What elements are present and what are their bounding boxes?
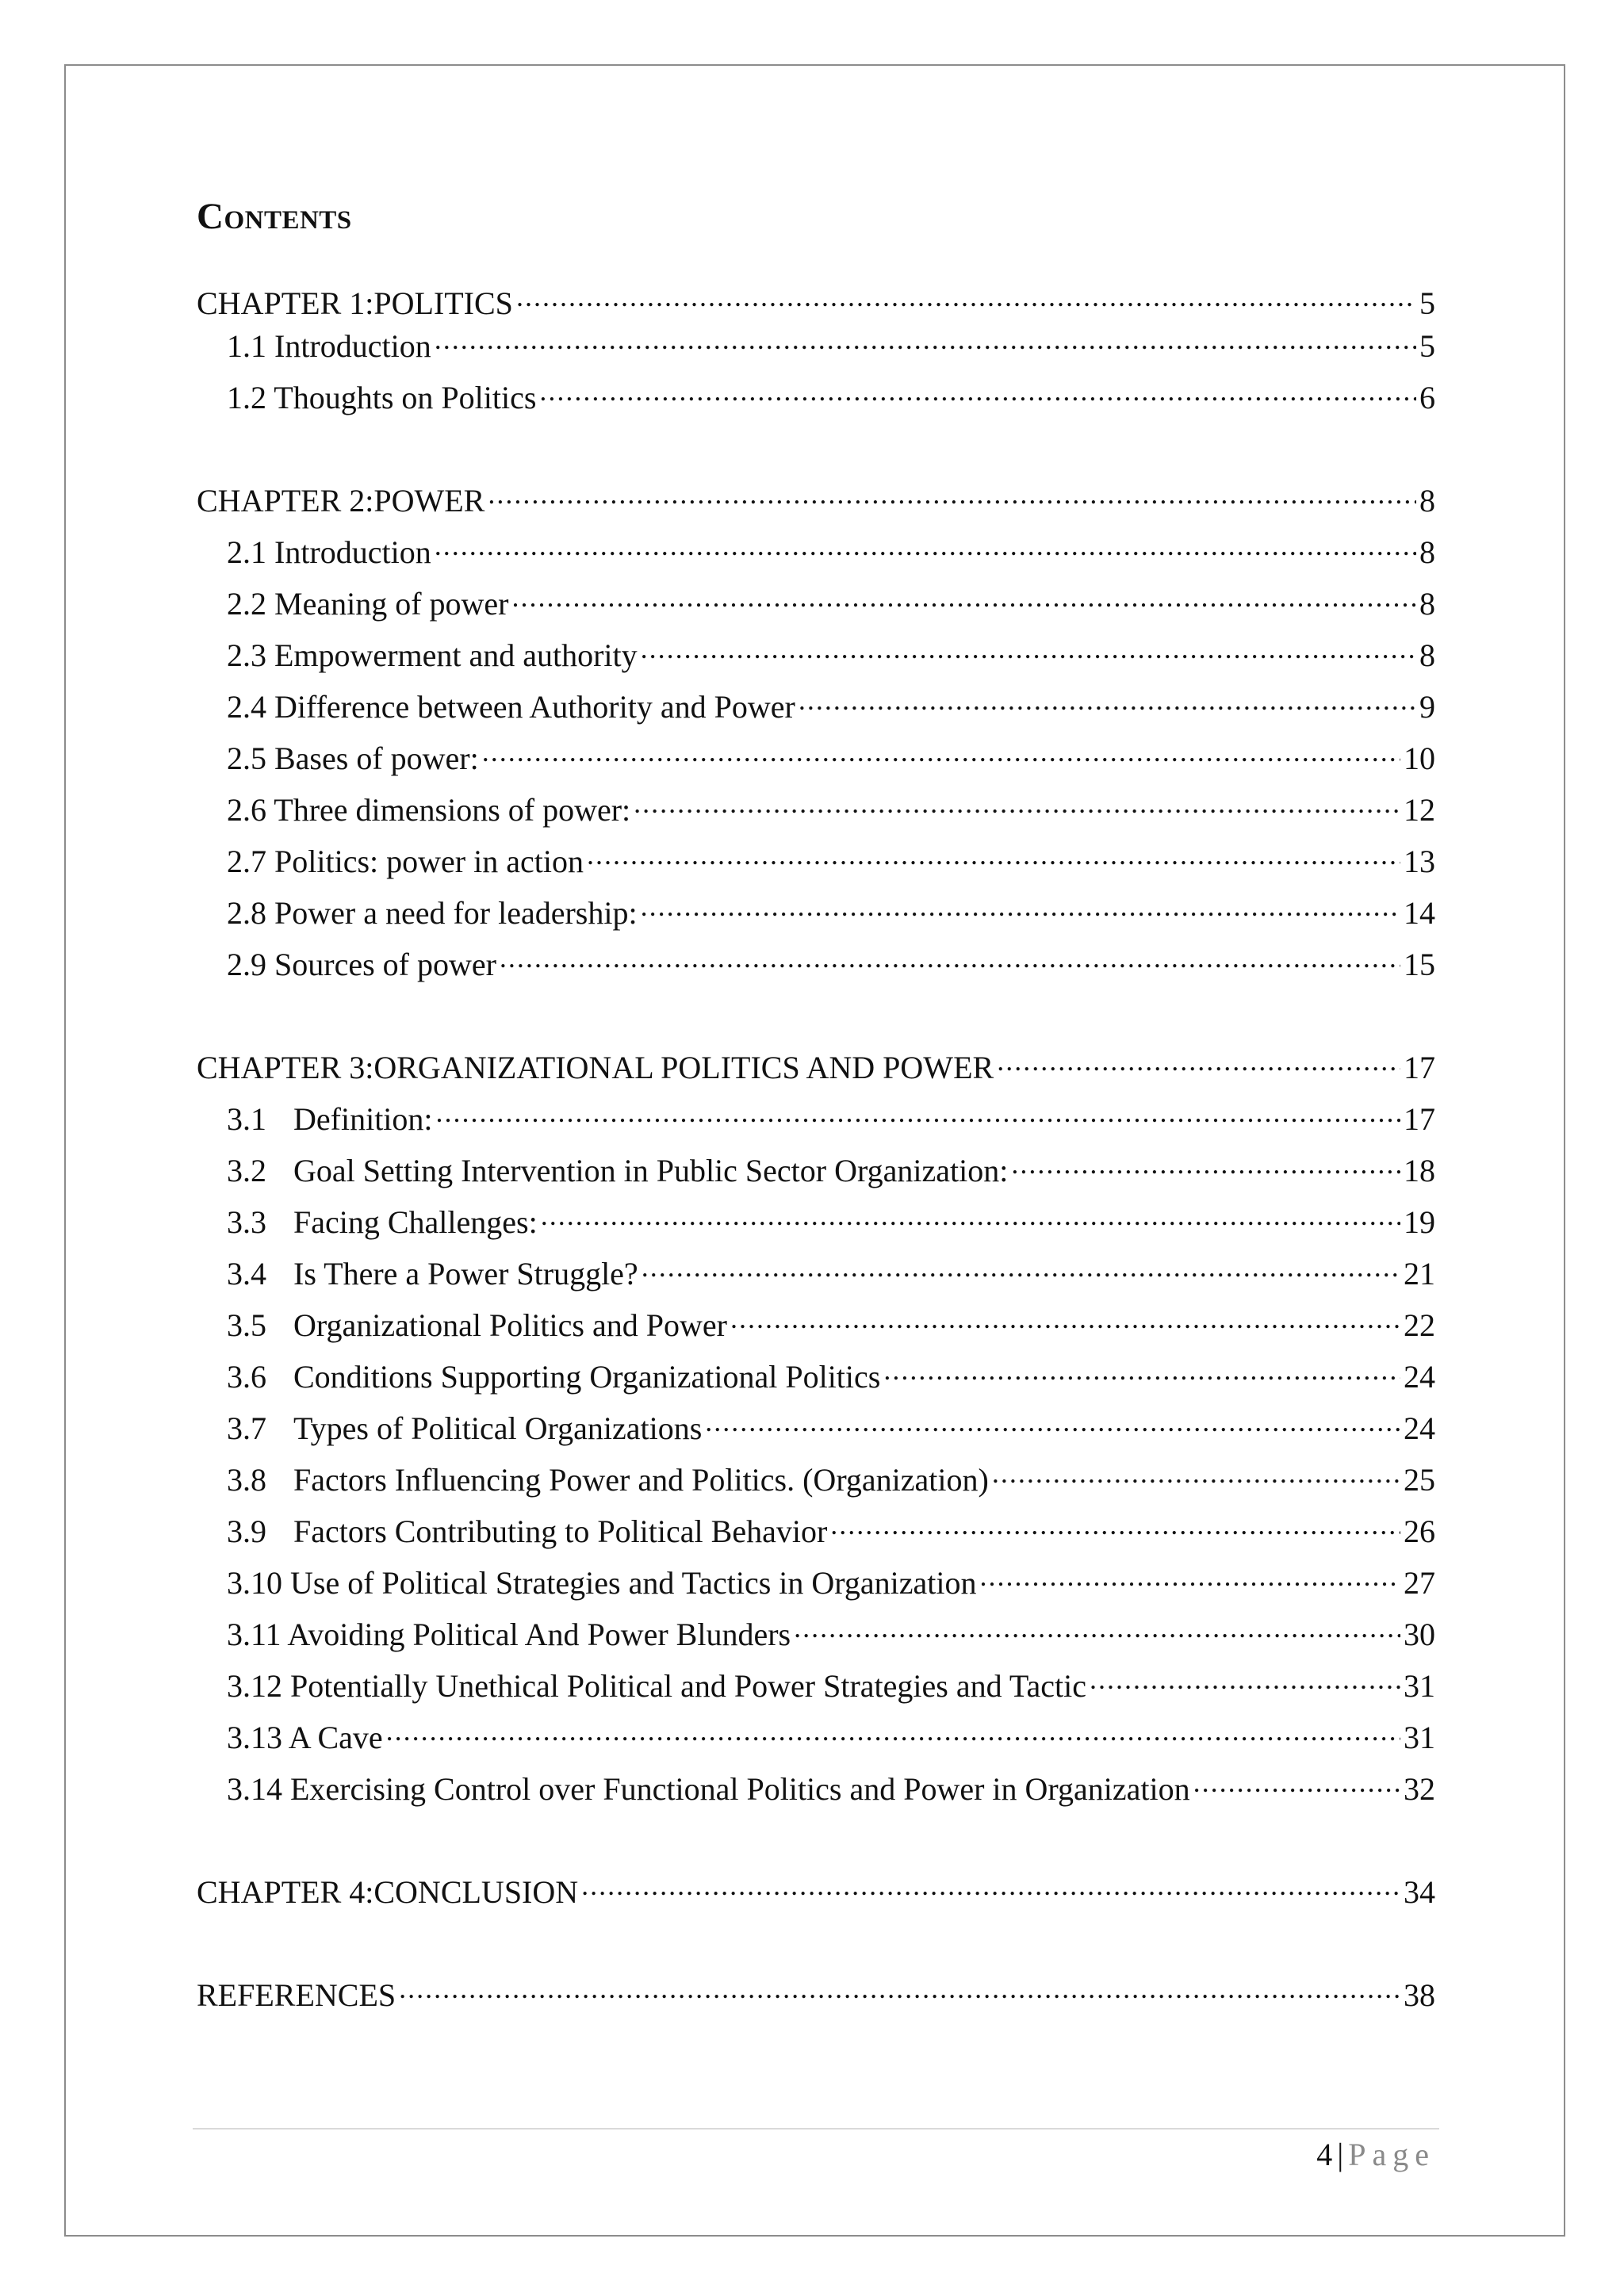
toc-entry-label: Types of Political Organizations [293,1410,703,1446]
toc-entry-label: Three dimensions of power: [274,792,631,828]
toc-entry-3-6[interactable] [227,1355,1435,1399]
toc-leader-dots [399,1974,1400,2006]
toc-entry-3-4[interactable] [227,1252,1435,1296]
toc-leader-dots [1090,1665,1400,1697]
toc-entry-number: 3.5 [227,1307,266,1343]
toc-entry-page: 32 [1404,1771,1435,1807]
toc-entry-3-12[interactable] [227,1664,1435,1709]
toc-leader-dots [799,686,1416,718]
toc-entry-number: 3.7 [227,1410,266,1446]
toc-entry-number: 2.3 [227,637,266,673]
toc-entry-number: 3.9 [227,1513,266,1549]
toc-entry-number: 2.4 [227,689,266,725]
contents-heading: Contents [197,196,352,237]
toc-leader-dots [1193,1768,1400,1800]
toc-entry-label: Organizational Politics and Power [293,1307,727,1343]
toc-leader-dots [794,1613,1400,1645]
toc-entry-page: 30 [1404,1617,1435,1652]
toc-entry-label: Conditions Supporting Organizational Politics [293,1359,881,1395]
toc-leader-dots [980,1562,1400,1594]
toc-entry-2-3[interactable] [227,633,1435,678]
toc-entry-label: A Cave [288,1720,383,1755]
toc-entry-number: 3.1 [227,1101,266,1137]
toc-entry-3-7[interactable] [227,1406,1435,1451]
toc-entry-3-1[interactable] [227,1097,1435,1142]
toc-entry-page: 34 [1404,1874,1435,1910]
toc-entry-page: 31 [1404,1720,1435,1755]
toc-leader-dots [511,583,1416,614]
toc-entry-page: 24 [1404,1410,1435,1446]
toc-entry-page: 6 [1419,380,1435,415]
toc-entry-2-7[interactable] [227,840,1435,884]
toc-entry-label: Goal Setting Intervention in Public Sector Organization: [293,1153,1009,1188]
toc-entry-page: 5 [1419,285,1435,321]
toc-entry-label: CHAPTER 1:POLITICS [197,285,513,321]
toc-entry-2-9[interactable] [227,943,1435,987]
toc-leader-dots [500,943,1400,975]
toc-entry-label: Introduction [274,328,431,364]
toc-entry-label: Thoughts on Politics [274,380,537,415]
toc-entry-label: Bases of power: [274,740,479,776]
toc-entry-page: 10 [1404,740,1435,776]
toc-entry-page: 24 [1404,1359,1435,1395]
toc-entry-2-2[interactable] [227,582,1435,626]
toc-entry-3-14[interactable] [227,1767,1435,1812]
toc-entry-2-8[interactable] [227,891,1435,936]
toc-entry-page: 26 [1404,1513,1435,1549]
toc-entry-number: 1.1 [227,328,266,364]
toc-leader-dots [1011,1150,1400,1181]
footer-page-number: 4 [1316,2137,1333,2172]
toc-leader-dots [634,789,1400,821]
toc-entry-2-1[interactable] [227,530,1435,575]
toc-entry-label: Avoiding Political And Power Blunders [287,1617,791,1652]
toc-entry-number: 3.8 [227,1462,266,1498]
toc-leader-dots [642,1253,1400,1284]
toc-entry-page: 21 [1404,1256,1435,1292]
footer-separator: | [1337,2137,1344,2172]
toc-entry-number: 1.2 [227,380,266,415]
toc-leader-dots [992,1459,1400,1490]
toc-entry-number: 3.2 [227,1153,266,1188]
toc-entry-label: Definition: [293,1101,433,1137]
toc-entry-label: Factors Contributing to Political Behavior [293,1513,828,1549]
toc-leader-dots [830,1510,1400,1542]
toc-entry-label: Exercising Control over Functional Politics and Power in Organization [290,1771,1190,1807]
toc-entry-label: Introduction [274,534,431,570]
toc-entry-number: 2.5 [227,740,266,776]
toc-entry-chapter-2[interactable] [197,479,1435,523]
toc-entry-label: CHAPTER 3:ORGANIZATIONAL POLITICS AND POWER [197,1050,994,1085]
toc-entry-number: 3.11 [227,1617,282,1652]
toc-leader-dots [581,1871,1400,1903]
toc-entry-number: 3.14 [227,1771,282,1807]
toc-entry-3-10[interactable] [227,1561,1435,1605]
toc-entry-page: 12 [1404,792,1435,828]
toc-leader-dots [641,634,1416,666]
toc-entry-number: 3.3 [227,1204,266,1240]
toc-entry-page: 19 [1404,1204,1435,1240]
toc-entry-page: 5 [1419,328,1435,364]
toc-entry-page: 17 [1404,1101,1435,1137]
toc-entry-number: 3.4 [227,1256,266,1292]
toc-leader-dots [997,1047,1400,1078]
toc-entry-number: 2.7 [227,844,266,879]
page-footer [1316,2133,1435,2177]
toc-entry-label: Facing Challenges: [293,1204,538,1240]
toc-entry-page: 9 [1419,689,1435,725]
toc-entry-label: Power a need for leadership: [274,895,638,931]
toc-entry-1-1[interactable] [227,324,1435,369]
toc-entry-number: 3.12 [227,1668,282,1704]
toc-entry-number: 3.6 [227,1359,266,1395]
toc-leader-dots [641,892,1400,924]
toc-entry-chapter-4[interactable] [197,1870,1435,1915]
toc-entry-label: Politics: power in action [274,844,584,879]
toc-entry-label: Factors Influencing Power and Politics. (Organization) [293,1462,989,1498]
toc-entry-page: 18 [1404,1153,1435,1188]
toc-leader-dots [883,1356,1400,1387]
toc-leader-dots [482,737,1400,769]
toc-entry-2-6[interactable] [227,788,1435,832]
toc-leader-dots [488,480,1416,511]
toc-entry-2-4[interactable] [227,685,1435,729]
toc-leader-dots [386,1716,1400,1748]
toc-entry-page: 17 [1404,1050,1435,1085]
toc-leader-dots [587,840,1400,872]
toc-entry-label: Empowerment and authority [274,637,638,673]
toc-entry-3-2[interactable] [227,1149,1435,1193]
toc-entry-3-13[interactable] [227,1716,1435,1760]
toc-entry-label: CHAPTER 4:CONCLUSION [197,1874,579,1910]
toc-entry-number: 2.2 [227,586,266,622]
toc-entry-label: Use of Political Strategies and Tactics in Organization [290,1565,977,1601]
toc-entry-number: 2.8 [227,895,266,931]
toc-entry-page: 27 [1404,1565,1435,1601]
toc-entry-page: 25 [1404,1462,1435,1498]
toc-entry-label: Meaning of power [274,586,509,622]
toc-entry-chapter-3[interactable] [197,1046,1435,1090]
toc-entry-page: 8 [1419,483,1435,519]
toc-entry-number: 2.1 [227,534,266,570]
toc-entry-page: 8 [1419,534,1435,570]
toc-entry-1-2[interactable] [227,376,1435,420]
toc-leader-dots [516,282,1416,314]
toc-entry-page: 14 [1404,895,1435,931]
toc-entry-page: 22 [1404,1307,1435,1343]
toc-entry-page: 38 [1404,1977,1435,2013]
toc-leader-dots [435,325,1416,357]
toc-entry-page: 13 [1404,844,1435,879]
toc-entry-3-9[interactable] [227,1510,1435,1554]
toc-entry-3-8[interactable] [227,1458,1435,1502]
toc-leader-dots [435,531,1416,563]
toc-leader-dots [705,1407,1400,1439]
toc-entry-number: 3.13 [227,1720,282,1755]
toc-entry-label: Sources of power [274,947,496,982]
toc-entry-label: CHAPTER 2:POWER [197,483,485,519]
toc-leader-dots [539,377,1416,408]
toc-entry-label: Difference between Authority and Power [274,689,795,725]
toc-entry-label: Potentially Unethical Political and Power Strategies and Tactic [290,1668,1086,1704]
toc-entry-2-5[interactable] [227,737,1435,781]
toc-entry-number: 3.10 [227,1565,282,1601]
footer-divider [193,2128,1439,2130]
toc-leader-dots [730,1304,1400,1336]
toc-entry-references[interactable] [197,1973,1435,2018]
toc-entry-3-3[interactable] [227,1200,1435,1245]
toc-entry-label: REFERENCES [197,1977,396,2013]
toc-entry-label: Is There a Power Struggle? [293,1256,638,1292]
footer-page-label: Page [1348,2137,1435,2172]
toc-entry-page: 31 [1404,1668,1435,1704]
toc-entry-page: 15 [1404,947,1435,982]
toc-entry-number: 2.6 [227,792,266,828]
toc-entry-3-5[interactable] [227,1303,1435,1348]
toc-leader-dots [436,1098,1400,1130]
toc-entry-page: 8 [1419,637,1435,673]
toc-entry-page: 8 [1419,586,1435,622]
toc-entry-chapter-1[interactable] [197,281,1435,326]
toc-leader-dots [541,1201,1400,1233]
toc-entry-3-11[interactable] [227,1613,1435,1657]
toc-entry-number: 2.9 [227,947,266,982]
